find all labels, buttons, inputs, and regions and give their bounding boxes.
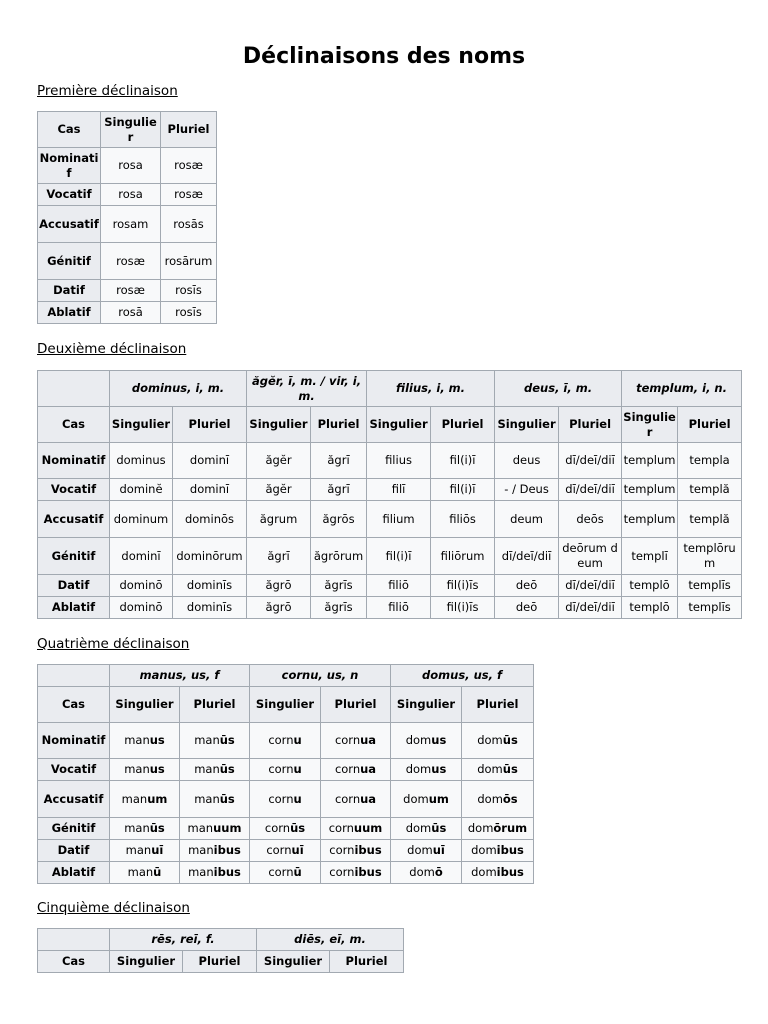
case-label: Génitif bbox=[38, 243, 101, 280]
ending: ua bbox=[360, 762, 377, 776]
form-cell: filī bbox=[367, 479, 431, 501]
form-cell: filium bbox=[367, 501, 431, 538]
stem: man bbox=[124, 821, 150, 835]
singular-cell: rosa bbox=[101, 148, 161, 184]
stem: dom bbox=[409, 865, 435, 879]
form-cell: deus bbox=[495, 443, 559, 479]
ending: ibus bbox=[213, 843, 241, 857]
ending: ō bbox=[434, 865, 443, 879]
case-header: Cas bbox=[38, 687, 110, 723]
form-cell: templī bbox=[622, 538, 678, 575]
ending: ūs bbox=[431, 821, 447, 835]
form-cell: dominīs bbox=[173, 597, 247, 619]
case-label: Génitif bbox=[38, 818, 110, 840]
table-row bbox=[38, 781, 534, 818]
form-cell bbox=[321, 818, 391, 840]
table-row bbox=[38, 148, 217, 184]
form-cell: dominī bbox=[173, 443, 247, 479]
form-cell: deō bbox=[495, 597, 559, 619]
stem: man bbox=[194, 762, 220, 776]
table-row bbox=[38, 243, 217, 280]
form-cell bbox=[110, 862, 180, 884]
ending: uum bbox=[353, 821, 383, 835]
page-title: Déclinaisons des noms bbox=[242, 44, 526, 69]
stem: dom bbox=[405, 821, 432, 835]
table-row bbox=[38, 302, 217, 324]
form-cell: ăgrīs bbox=[311, 597, 367, 619]
form-cell: templō bbox=[622, 575, 678, 597]
form-cell: templīs bbox=[678, 575, 742, 597]
form-cell bbox=[250, 759, 321, 781]
stem: man bbox=[194, 733, 220, 747]
stem: corn bbox=[334, 791, 361, 806]
singular-header: Singulier bbox=[367, 407, 431, 443]
ending: ūs bbox=[219, 762, 235, 776]
blank-header bbox=[38, 665, 110, 687]
ending: u bbox=[293, 733, 302, 747]
singular-header: Singulier bbox=[257, 951, 330, 973]
form-cell: dominus bbox=[110, 443, 173, 479]
singular-header: Singulier bbox=[110, 687, 180, 723]
stem: corn bbox=[329, 843, 355, 857]
form-cell: deum bbox=[495, 501, 559, 538]
stem: corn bbox=[268, 865, 294, 879]
ending: ibus bbox=[213, 865, 241, 879]
form-cell bbox=[110, 781, 180, 818]
form-cell bbox=[180, 759, 250, 781]
case-label: Nominatif bbox=[38, 723, 110, 759]
table-row bbox=[38, 443, 742, 479]
ending: ūs bbox=[502, 762, 518, 776]
ending: ibus bbox=[354, 865, 382, 879]
stem: corn bbox=[334, 762, 361, 776]
ending: ūs bbox=[149, 821, 165, 835]
form-cell: dominī bbox=[173, 479, 247, 501]
form-cell: dominĕ bbox=[110, 479, 173, 501]
form-cell: dominōs bbox=[173, 501, 247, 538]
form-cell: templīs bbox=[678, 597, 742, 619]
case-label: Génitif bbox=[38, 538, 110, 575]
noun-group-header: cornu, us, n bbox=[250, 665, 391, 687]
ending: u bbox=[293, 791, 302, 806]
fourth-declension-table bbox=[37, 664, 534, 884]
form-cell: dī/deī/diī bbox=[559, 479, 622, 501]
form-cell: filiō bbox=[367, 597, 431, 619]
noun-group-header: filius, i, m. bbox=[367, 371, 495, 407]
ending: ū bbox=[153, 865, 162, 879]
blank-header bbox=[38, 929, 110, 951]
noun-group-header: rēs, reī, f. bbox=[110, 929, 257, 951]
form-cell: ăgrī bbox=[311, 443, 367, 479]
singular-header: Singulier bbox=[391, 687, 462, 723]
form-cell: dominō bbox=[110, 575, 173, 597]
ending: us bbox=[149, 762, 165, 776]
form-cell bbox=[250, 862, 321, 884]
form-cell bbox=[462, 781, 534, 818]
stem: man bbox=[124, 733, 150, 747]
form-cell bbox=[391, 818, 462, 840]
case-label: Ablatif bbox=[38, 862, 110, 884]
table-row bbox=[38, 280, 217, 302]
form-cell: fil(i)īs bbox=[431, 597, 495, 619]
form-cell: dī/deī/diī bbox=[559, 443, 622, 479]
singular-header: Singulier bbox=[495, 407, 559, 443]
stem: dom bbox=[407, 843, 433, 857]
form-cell: dī/deī/diī bbox=[495, 538, 559, 575]
stem: man bbox=[187, 821, 214, 835]
form-cell: ăgrōrum bbox=[311, 538, 367, 575]
form-cell: fil(i)īs bbox=[431, 575, 495, 597]
singular-cell: rosæ bbox=[101, 243, 161, 280]
plural-cell: rosīs bbox=[161, 280, 217, 302]
header-row bbox=[38, 112, 217, 148]
case-label: Datif bbox=[38, 840, 110, 862]
case-label: Nominatif bbox=[38, 148, 101, 184]
second-declension-table bbox=[37, 370, 742, 619]
stem: dom bbox=[471, 843, 497, 857]
form-cell: templōrum bbox=[678, 538, 742, 575]
ending: us bbox=[431, 733, 447, 747]
table-row bbox=[38, 501, 742, 538]
form-cell: ăgrōs bbox=[311, 501, 367, 538]
form-cell: - / Deus bbox=[495, 479, 559, 501]
noun-group-header: diēs, eī, m. bbox=[257, 929, 404, 951]
section-title-first-declension[interactable]: Première déclinaison bbox=[37, 83, 178, 99]
singular-cell: rosam bbox=[101, 206, 161, 243]
case-label: Accusatif bbox=[38, 206, 101, 243]
form-cell bbox=[462, 818, 534, 840]
plural-header: Pluriel bbox=[431, 407, 495, 443]
form-cell: ăgrīs bbox=[311, 575, 367, 597]
case-header: Cas bbox=[38, 407, 110, 443]
table-row bbox=[38, 184, 217, 206]
blank-header bbox=[38, 371, 110, 407]
form-cell bbox=[321, 759, 391, 781]
singular-cell: rosæ bbox=[101, 280, 161, 302]
form-cell: dominōrum bbox=[173, 538, 247, 575]
form-cell: dominīs bbox=[173, 575, 247, 597]
plural-header: Pluriel bbox=[462, 687, 534, 723]
first-declension-table bbox=[37, 111, 217, 324]
ending: uī bbox=[151, 843, 164, 857]
form-cell: fil(i)ī bbox=[431, 479, 495, 501]
form-cell bbox=[250, 723, 321, 759]
plural-header: Pluriel bbox=[173, 407, 247, 443]
ending: ibus bbox=[496, 843, 524, 857]
ending: us bbox=[149, 733, 165, 747]
singular-header: Singulier bbox=[250, 687, 321, 723]
form-cell: deō bbox=[495, 575, 559, 597]
form-cell: ăgĕr bbox=[247, 479, 311, 501]
form-cell bbox=[321, 862, 391, 884]
form-cell: ăgĕr bbox=[247, 443, 311, 479]
plural-header: Pluriel bbox=[183, 951, 257, 973]
stem: dom bbox=[405, 762, 432, 776]
form-cell: ăgrī bbox=[247, 538, 311, 575]
form-cell bbox=[391, 840, 462, 862]
form-cell: ăgrō bbox=[247, 597, 311, 619]
column-header: Singulier bbox=[101, 112, 161, 148]
stem: man bbox=[124, 762, 150, 776]
form-cell: dī/deī/diī bbox=[559, 575, 622, 597]
form-cell bbox=[110, 818, 180, 840]
form-cell: ăgrum bbox=[247, 501, 311, 538]
table-row bbox=[38, 818, 534, 840]
stem: corn bbox=[334, 733, 361, 747]
form-cell bbox=[391, 862, 462, 884]
form-cell bbox=[250, 781, 321, 818]
form-cell: templum bbox=[622, 479, 678, 501]
case-label: Vocatif bbox=[38, 479, 110, 501]
form-cell bbox=[321, 840, 391, 862]
plural-header: Pluriel bbox=[321, 687, 391, 723]
form-cell bbox=[180, 818, 250, 840]
form-cell: deōrum deum bbox=[559, 538, 622, 575]
ending: us bbox=[431, 762, 447, 776]
stem: man bbox=[194, 791, 220, 806]
form-cell bbox=[110, 840, 180, 862]
subheader-row bbox=[38, 687, 534, 723]
ending: uum bbox=[213, 821, 242, 835]
table-row bbox=[38, 206, 217, 243]
plural-cell: rosās bbox=[161, 206, 217, 243]
stem: corn bbox=[268, 762, 294, 776]
noun-group-header: deus, ī, m. bbox=[495, 371, 622, 407]
case-label: Ablatif bbox=[38, 597, 110, 619]
form-cell: filiōs bbox=[431, 501, 495, 538]
singular-cell: rosā bbox=[101, 302, 161, 324]
stem: man bbox=[127, 865, 154, 879]
form-cell bbox=[180, 723, 250, 759]
form-cell bbox=[250, 818, 321, 840]
form-cell: ăgrō bbox=[247, 575, 311, 597]
singular-header: Singulier bbox=[110, 951, 183, 973]
ending: ōrum bbox=[493, 821, 528, 835]
form-cell: filiōrum bbox=[431, 538, 495, 575]
stem: dom bbox=[477, 762, 503, 776]
ending: ibus bbox=[354, 843, 382, 857]
plural-header: Pluriel bbox=[678, 407, 742, 443]
table-row bbox=[38, 538, 742, 575]
subheader-row bbox=[38, 951, 404, 973]
form-cell: templă bbox=[678, 501, 742, 538]
ending: u bbox=[293, 762, 302, 776]
form-cell: dominum bbox=[110, 501, 173, 538]
table-row bbox=[38, 840, 534, 862]
form-cell: templō bbox=[622, 597, 678, 619]
ending: ūs bbox=[290, 821, 306, 835]
stem: corn bbox=[329, 865, 355, 879]
form-cell bbox=[462, 759, 534, 781]
subheader-row bbox=[38, 407, 742, 443]
form-cell: filiō bbox=[367, 575, 431, 597]
case-label: Accusatif bbox=[38, 781, 110, 818]
form-cell bbox=[391, 759, 462, 781]
stem: man bbox=[121, 791, 148, 806]
table-row bbox=[38, 723, 534, 759]
form-cell bbox=[462, 840, 534, 862]
ending: ibus bbox=[496, 865, 524, 879]
plural-header: Pluriel bbox=[559, 407, 622, 443]
ending: uī bbox=[291, 843, 304, 857]
stem: dom bbox=[477, 733, 503, 747]
form-cell bbox=[110, 759, 180, 781]
form-cell: templă bbox=[678, 479, 742, 501]
fifth-declension-table bbox=[37, 928, 404, 973]
stem: man bbox=[125, 843, 152, 857]
form-cell: filius bbox=[367, 443, 431, 479]
plural-header: Pluriel bbox=[330, 951, 404, 973]
form-cell: deōs bbox=[559, 501, 622, 538]
group-header-row bbox=[38, 371, 742, 407]
section-title-fourth-declension[interactable]: Quatrième déclinaison bbox=[37, 636, 190, 652]
plural-header: Pluriel bbox=[311, 407, 367, 443]
form-cell: fil(i)ī bbox=[367, 538, 431, 575]
form-cell bbox=[250, 840, 321, 862]
ending: uī bbox=[432, 843, 445, 857]
case-label: Accusatif bbox=[38, 501, 110, 538]
stem: corn bbox=[268, 733, 294, 747]
form-cell bbox=[462, 862, 534, 884]
form-cell bbox=[391, 781, 462, 818]
ending: um bbox=[147, 791, 168, 806]
ending: ū bbox=[293, 865, 302, 879]
case-label: Datif bbox=[38, 280, 101, 302]
form-cell bbox=[180, 781, 250, 818]
form-cell: dominī bbox=[110, 538, 173, 575]
form-cell bbox=[321, 781, 391, 818]
ending: ūs bbox=[502, 733, 518, 747]
table-row bbox=[38, 597, 742, 619]
singular-cell: rosa bbox=[101, 184, 161, 206]
table-row bbox=[38, 575, 742, 597]
case-label: Nominatif bbox=[38, 443, 110, 479]
case-header: Cas bbox=[38, 951, 110, 973]
singular-header: Singulier bbox=[247, 407, 311, 443]
stem: corn bbox=[266, 843, 292, 857]
stem: corn bbox=[264, 821, 291, 835]
ending: um bbox=[428, 791, 449, 806]
form-cell bbox=[180, 862, 250, 884]
singular-header: Singulier bbox=[110, 407, 173, 443]
plural-cell: rosæ bbox=[161, 148, 217, 184]
plural-header: Pluriel bbox=[180, 687, 250, 723]
form-cell bbox=[391, 723, 462, 759]
form-cell: fil(i)ī bbox=[431, 443, 495, 479]
form-cell: templum bbox=[622, 443, 678, 479]
case-label: Vocatif bbox=[38, 184, 101, 206]
noun-group-header: manus, us, f bbox=[110, 665, 250, 687]
stem: dom bbox=[467, 821, 494, 835]
stem: man bbox=[188, 843, 214, 857]
table-row bbox=[38, 759, 534, 781]
stem: corn bbox=[268, 791, 294, 806]
stem: dom bbox=[471, 865, 497, 879]
plural-cell: rosārum bbox=[161, 243, 217, 280]
noun-group-header: ăgĕr, ī, m. / vir, i, m. bbox=[247, 371, 367, 407]
table-row bbox=[38, 479, 742, 501]
section-title-fifth-declension[interactable]: Cinquième déclinaison bbox=[37, 900, 190, 916]
stem: dom bbox=[403, 791, 429, 806]
ending: ua bbox=[360, 733, 377, 747]
noun-group-header: templum, i, n. bbox=[622, 371, 742, 407]
form-cell bbox=[110, 723, 180, 759]
stem: dom bbox=[477, 791, 503, 806]
form-cell bbox=[321, 723, 391, 759]
stem: man bbox=[188, 865, 214, 879]
ending: ūs bbox=[219, 733, 235, 747]
ending: ōs bbox=[502, 791, 518, 806]
noun-group-header: dominus, i, m. bbox=[110, 371, 247, 407]
column-header: Cas bbox=[38, 112, 101, 148]
form-cell bbox=[180, 840, 250, 862]
case-label: Ablatif bbox=[38, 302, 101, 324]
table-row bbox=[38, 862, 534, 884]
form-cell: templum bbox=[622, 501, 678, 538]
noun-group-header: domus, us, f bbox=[391, 665, 534, 687]
plural-cell: rosæ bbox=[161, 184, 217, 206]
stem: corn bbox=[328, 821, 354, 835]
group-header-row bbox=[38, 665, 534, 687]
case-label: Datif bbox=[38, 575, 110, 597]
plural-cell: rosīs bbox=[161, 302, 217, 324]
singular-header: Singulier bbox=[622, 407, 678, 443]
group-header-row bbox=[38, 929, 404, 951]
stem: dom bbox=[405, 733, 432, 747]
ending: ua bbox=[360, 791, 377, 806]
form-cell: dominō bbox=[110, 597, 173, 619]
ending: ūs bbox=[219, 791, 235, 806]
form-cell: ăgrī bbox=[311, 479, 367, 501]
form-cell bbox=[462, 723, 534, 759]
case-label: Vocatif bbox=[38, 759, 110, 781]
section-title-second-declension[interactable]: Deuxième déclinaison bbox=[37, 341, 187, 357]
form-cell: templa bbox=[678, 443, 742, 479]
column-header: Pluriel bbox=[161, 112, 217, 148]
form-cell: dī/deī/diī bbox=[559, 597, 622, 619]
